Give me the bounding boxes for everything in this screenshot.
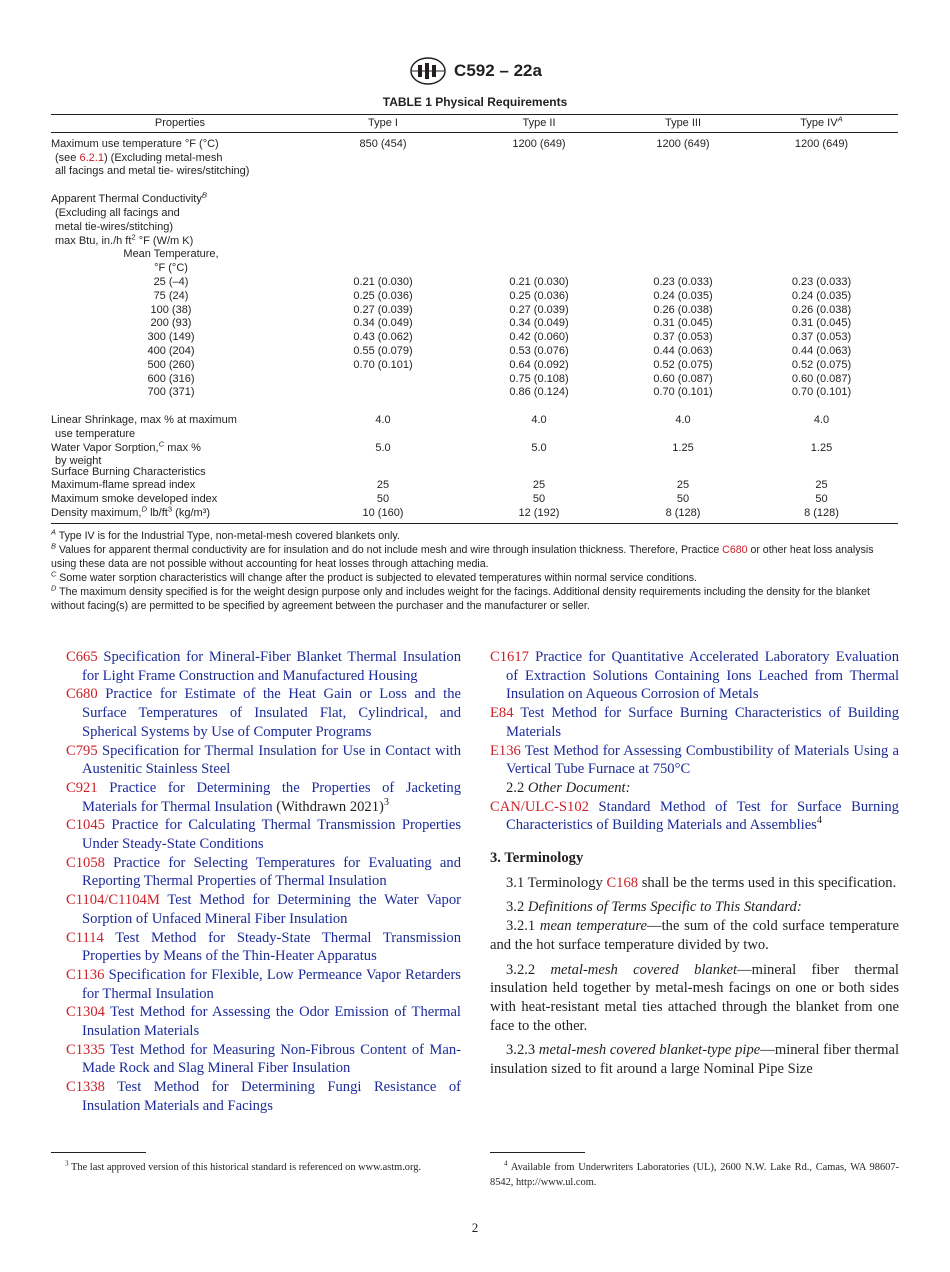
reference-code[interactable]: C680 xyxy=(66,686,98,703)
physical-requirements-table xyxy=(51,114,898,524)
table-row: 100 (38) 0.27 (0.039) 0.27 (0.039) 0.26 (0.038) 0.26 (0.038) xyxy=(150,303,852,316)
reference-title[interactable]: Specification for Flexible, Low Permeance Vapor Retarders for Thermal Insulation xyxy=(82,966,461,1002)
reference-item[interactable] xyxy=(490,648,899,704)
reference-item[interactable] xyxy=(66,648,461,685)
reference-title[interactable]: Practice for Estimate of the Heat Gain or Loss and the Surface Temperatures of Insulated Flat, Cylindrical, and Spherical Systems by Use of Computer Programs xyxy=(82,686,461,740)
reference-item[interactable] xyxy=(66,779,461,816)
referenced-documents-left xyxy=(66,648,461,1116)
reference-item[interactable] xyxy=(66,1078,461,1115)
reference-item[interactable] xyxy=(66,1003,461,1040)
reference-code[interactable]: E136 xyxy=(490,742,521,759)
table-header-row xyxy=(51,115,898,133)
table-row: Linear Shrinkage, max % at maximum use temperature 4.0 4.0 4.0 4.0 xyxy=(51,414,830,440)
reference-title[interactable]: Test Method for Determining the Water Vapor Sorption of Unfaced Mineral Fiber Insulation xyxy=(82,892,461,927)
table-row: Maximum smoke developed index 50 50 50 50 xyxy=(51,493,828,506)
reference-title[interactable]: Practice for Quantitative Accelerated Laboratory Evaluation of Extraction Solutions Containing Ions Leached from Thermal Insulation on Aqueous Corrosion of Metals xyxy=(506,649,899,703)
col-header-type4: Type $IV^A$ xyxy=(745,115,898,133)
reference-item[interactable] xyxy=(66,685,461,741)
reference-item[interactable] xyxy=(490,704,899,741)
col-header-type2: Type II xyxy=(457,115,621,133)
reference-item[interactable] xyxy=(66,742,461,779)
document-id: C592 – 22a xyxy=(454,61,542,80)
table-footnote-b: $^B$ Values for apparent thermal conductivity are for insulation and do not include mesh and wire through insulation thickness. Therefore, Practice C680 or other heat loss analysis using these data are not possible without accounting for heat losses through attaching media. xyxy=(51,541,874,570)
page-footnote-3: $^3$ The last approved version of this historical standard is referenced on www.astm.org. xyxy=(65,1159,422,1173)
table-row: 200 (93) 0.34 (0.049) 0.34 (0.049) 0.31 (0.045) 0.31 (0.045) xyxy=(150,317,852,330)
reference-code[interactable]: C1114 xyxy=(66,929,104,946)
table-row: Maximum-flame spread index 25 25 25 25 xyxy=(51,479,828,492)
reference-title[interactable]: Test Method for Determining Fungi Resistance of Insulation Materials and Facings xyxy=(82,1079,461,1114)
table-footnote-c: $^C$ Some water sorption characteristics will change after the product is subjected to elevated temperatures within normal service conditions. xyxy=(51,569,698,584)
table-row: Surface Burning Characteristics xyxy=(51,465,206,478)
paragraph-3-2-1: 3.2.1 mean temperature—the sum of the cold surface temperature and the hot surface temperature divided by two. xyxy=(490,918,899,953)
table-row: 400 (204) 0.55 (0.079) 0.53 (0.076) 0.44 (0.063) 0.44 (0.063) xyxy=(147,344,852,357)
page-header xyxy=(0,56,950,86)
reference-code[interactable]: C1304 xyxy=(66,1004,105,1021)
reference-code[interactable]: C1136 xyxy=(66,966,105,983)
col-header-type1: Type I xyxy=(309,115,457,133)
table-row: 700 (371) 0.86 (0.124) 0.70 (0.101) 0.70 (0.101) xyxy=(147,386,852,399)
conductivity-rows xyxy=(51,276,898,400)
reference-title[interactable]: Test Method for Measuring Non-Fibrous Content of Man-Made Rock and Slag Mineral Fiber Insulation xyxy=(82,1041,461,1077)
table-row: 75 (24) 0.25 (0.036) 0.25 (0.036) 0.24 (0.035) 0.24 (0.035) xyxy=(153,289,852,302)
reference-code[interactable]: C1617 xyxy=(490,649,529,665)
paragraph-3-2: 3.2 Definitions of Terms Specific to This Standard: xyxy=(506,899,802,916)
table-row: Apparent Thermal Conductivity$^B$ (Excluding all facings and metal tie-wires/stitching) max Btu, in./h $ft^2$ °F (W/m K) Mean Temperature, °F (°C) xyxy=(51,190,219,275)
reference-code[interactable]: C921 xyxy=(66,779,98,796)
reference-code[interactable]: C665 xyxy=(66,649,98,665)
paragraph-3-2-3: 3.2.3 metal-mesh covered blanket-type pipe—mineral fiber thermal insulation sized to fit around a large Nominal Pipe Size xyxy=(490,1042,900,1078)
reference-item[interactable] xyxy=(66,966,461,1003)
footnote-rule-left xyxy=(51,1152,146,1153)
reference-code[interactable]: C795 xyxy=(66,742,98,759)
table-row: Water Vapor Sorption,$^C$ max % by weight 5.0 5.0 1.25 1.25 xyxy=(51,439,833,467)
reference-code[interactable]: C1045 xyxy=(66,817,105,834)
astm-logo-icon xyxy=(408,57,448,85)
table-title: TABLE 1 Physical Requirements xyxy=(382,95,568,109)
reference-code[interactable]: C1104/C1104M xyxy=(66,892,160,909)
link-6-2-1[interactable]: 6.2.1 xyxy=(79,151,104,164)
section-heading-terminology: 3. Terminology xyxy=(490,850,584,867)
reference-title[interactable]: Test Method for Steady-State Thermal Transmission Properties by Means of the Thin-Heater Apparatus xyxy=(82,929,461,965)
table-footnote-d: $^D$ The maximum density specified is for the weight design purpose only and includes weight for the facings. Additional density requirements including the density for the blanket without facing(s) are permitted to be specified by agreement between the purchaser and the manufacturer or seller. xyxy=(51,583,870,612)
table-row: Density maximum,$^D$ $lb/ft^3$ (kg/m³) 10 (160) 12 (192) 8 (128) 8 (128) xyxy=(51,507,898,523)
reference-code[interactable]: C1058 xyxy=(66,854,105,871)
page-footnote-4: $^4$ Available from Underwriters Laboratories (UL), 2600 N.W. Lake Rd., Camas, WA 98607-8542, http://www.ul.com. xyxy=(490,1159,899,1188)
reference-item[interactable] xyxy=(66,891,461,928)
table-row: 600 (316) 0.75 (0.108) 0.60 (0.087) 0.60 (0.087) xyxy=(147,372,852,385)
reference-item[interactable] xyxy=(490,742,899,779)
reference-title[interactable]: Practice for Determining the Properties of Jacketing Materials for Thermal Insulation xyxy=(82,779,461,815)
paragraph-3-2-2: 3.2.2 metal-mesh covered blanket—mineral fiber thermal insulation held together by metal-mesh facings on one or both sides with heat-resistant metal ties attached through the blanket from one face to the other. xyxy=(490,961,899,1034)
reference-title[interactable]: Practice for Calculating Thermal Transmission Properties Under Steady-State Conditions xyxy=(82,817,461,853)
paragraph-3-1: 3.1 Terminology C168 shall be the terms used in this specification. xyxy=(506,874,897,891)
reference-code[interactable]: E84 xyxy=(490,705,514,722)
reference-code[interactable]: C1338 xyxy=(66,1079,105,1096)
table-footnote-a: $^A$ Type IV is for the Industrial Type, non-metal-mesh covered blankets only. xyxy=(51,527,400,542)
reference-title[interactable]: Test Method for Surface Burning Characteristics of Building Materials xyxy=(506,705,899,740)
right-column xyxy=(490,648,899,1079)
reference-title[interactable]: Test Method for Assessing the Odor Emission of Thermal Insulation Materials xyxy=(82,1004,461,1040)
table-row: Maximum use temperature °F (°C) (see 6.2.1) (Excluding metal-mesh all facings and metal tie- wires/stitching) 850 (454) 1200 (649) 1200 (649) 1200 (649) xyxy=(51,137,849,178)
footnote-marker: 3 xyxy=(383,796,389,808)
reference-title[interactable]: Specification for Mineral-Fiber Blanket Thermal Insulation for Light Frame Construction and Manufactured Housing xyxy=(82,649,461,684)
reference-title[interactable]: Specification for Thermal Insulation for Use in Contact with Austenitic Stainless Steel xyxy=(82,742,461,778)
reference-title[interactable]: Practice for Selecting Temperatures for Evaluating and Reporting Thermal Properties of Thermal Insulation xyxy=(82,854,461,890)
reference-title[interactable]: Test Method for Assessing Combustibility of Materials Using a Vertical Tube Furnace at 750°C xyxy=(506,742,899,778)
reference-item[interactable]: CAN/ULC-S102 Standard Method of Test for Surface Burning Characteristics of Building Materials and Assemblies$^4$ xyxy=(490,798,899,834)
table-row: 500 (260) 0.70 (0.101) 0.64 (0.092) 0.52 (0.075) 0.52 (0.075) xyxy=(147,358,852,371)
reference-item[interactable] xyxy=(66,854,461,891)
col-header-type3: Type III xyxy=(621,115,745,133)
page-number: 2 xyxy=(471,1220,479,1235)
reference-note: (Withdrawn 2021) xyxy=(272,798,384,815)
table-row: 25 (–4) 0.21 (0.030) 0.21 (0.030) 0.23 (0.033) 0.23 (0.033) xyxy=(153,275,852,288)
reference-item[interactable] xyxy=(66,929,461,966)
link-c168[interactable]: C168 xyxy=(606,874,639,891)
table-row: 300 (149) 0.43 (0.062) 0.42 (0.060) 0.37 (0.053) 0.37 (0.053) xyxy=(147,331,852,344)
footnote-rule-right xyxy=(490,1152,585,1153)
reference-item[interactable] xyxy=(66,1041,461,1078)
other-document-heading: 2.2 Other Document: xyxy=(506,779,631,796)
col-header-properties: Properties xyxy=(51,115,309,133)
link-c680[interactable]: C680 xyxy=(722,544,748,556)
reference-code[interactable]: C1335 xyxy=(66,1041,105,1058)
reference-item[interactable] xyxy=(66,816,461,853)
